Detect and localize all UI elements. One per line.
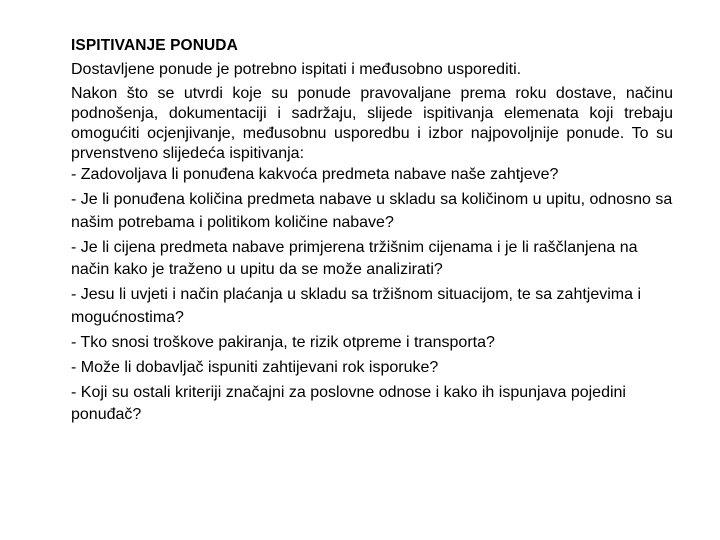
intro-text: Dostavljene ponude je potrebno ispitati i međusobno usporediti. [71,61,522,78]
body-paragraph: Nakon što se utvrdi koje su ponude pravovaljane prema roku dostave, načinu podnošenja, dokumentaciji i sadržaju, slijede ispitivanja elemenata koji trebaju omogućiti ocjenjivanje, međusobnu usporedbu i izbor najpovoljnije ponude. To su prvenstveno slijedeća ispitivanja: [71,85,673,162]
list-item: - Je li cijena predmeta nabave primjerena tržišnim cijenama i je li raščlanjena na način kako je traženo u upitu da se može analizirati? [71,238,638,278]
list-item: - Jesu li uvjeti i način plaćanja u skladu sa tržišnom situacijom, te sa zahtjevima i mogućnostima? [71,286,642,326]
slide-content [71,34,673,429]
list-item: - Je li ponuđena količina predmeta nabave u skladu sa količinom u upitu, odnosno sa našim potrebama i politikom količine nabave? [71,191,673,231]
document-title: ISPITIVANJE PONUDA [71,37,238,54]
list-item: - Koji su ostali kriteriji značajni za poslovne odnose i kako ih ispunjava pojedini ponuđač? [71,383,626,423]
list-item: - Zadovoljava li ponuđena kakvoća predmeta nabave naše zahtjeve? [71,166,559,183]
list-item: - Može li dobavljač ispuniti zahtijevani rok isporuke? [71,358,439,376]
question-list [71,164,673,427]
list-item: - Tko snosi troškove pakiranja, te rizik otpreme i transporta? [71,333,495,351]
